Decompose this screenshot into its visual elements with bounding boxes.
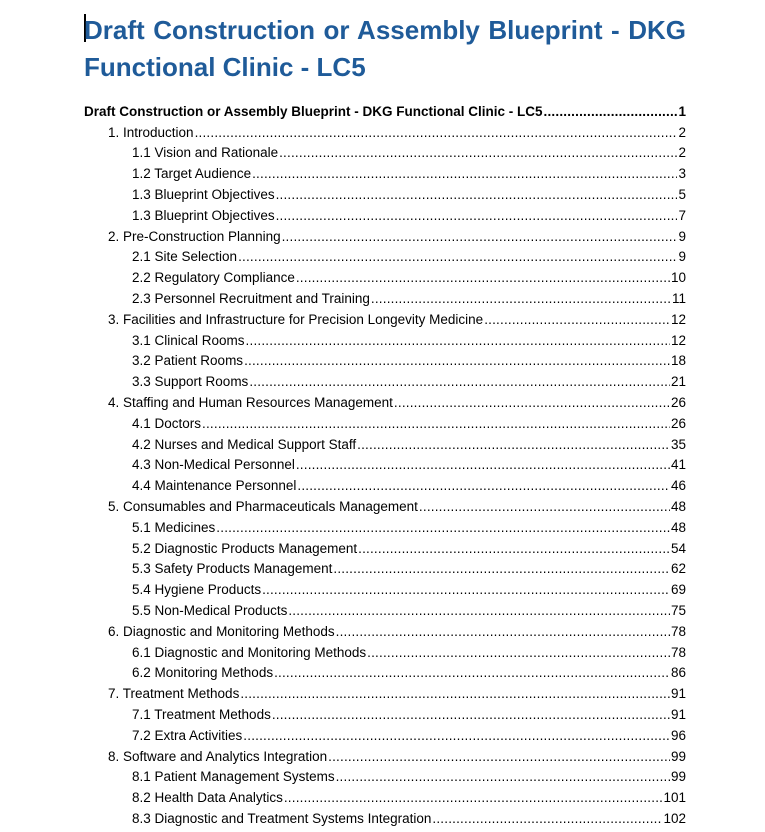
toc-entry-page-number[interactable]: 26 [670, 394, 686, 410]
toc-entry-page-number[interactable]: 54 [670, 540, 686, 556]
toc-entry-page-number[interactable]: 41 [670, 457, 686, 473]
toc-entry-label[interactable]: 2.3 Personnel Recruitment and Training [132, 290, 370, 306]
toc-entry[interactable] [84, 184, 686, 205]
toc-leader-dots [328, 747, 670, 767]
toc-entry-page-number[interactable]: 48 [670, 498, 686, 514]
toc-leader-dots [249, 372, 670, 392]
toc-entry-label[interactable]: 5.4 Hygiene Products [132, 582, 262, 598]
toc-leader-dots [262, 580, 670, 600]
toc-leader-dots [282, 227, 678, 247]
toc-leader-dots [544, 102, 678, 122]
toc-leader-dots [202, 414, 670, 434]
toc-leader-dots [244, 351, 670, 371]
toc-entry[interactable] [84, 455, 686, 476]
toc-leader-dots [484, 310, 670, 330]
toc-entry-page-number[interactable]: 3 [678, 166, 686, 182]
toc-entry-label[interactable]: 6.2 Monitoring Methods [132, 665, 274, 681]
toc-leader-dots [195, 123, 678, 143]
toc-entry[interactable] [84, 267, 686, 288]
toc-entry-page-number[interactable]: 26 [670, 415, 686, 431]
toc-leader-dots [274, 663, 670, 683]
toc-entry-label[interactable]: 7. Treatment Methods [108, 686, 240, 702]
toc-entry[interactable] [84, 122, 686, 143]
toc-entry[interactable] [84, 475, 686, 496]
toc-entry[interactable] [84, 392, 686, 413]
toc-entry[interactable] [84, 538, 686, 559]
toc-entry[interactable] [84, 725, 686, 746]
toc-entry-page-number[interactable]: 46 [670, 478, 686, 494]
toc-leader-dots [336, 622, 670, 642]
toc-entry-page-number[interactable]: 102 [663, 810, 686, 826]
toc-entry-page-number[interactable]: 10 [670, 270, 686, 286]
toc-entry[interactable] [84, 787, 686, 808]
toc-entry-page-number[interactable]: 101 [663, 790, 686, 806]
toc-entry[interactable] [84, 143, 686, 164]
toc-entry-page-number[interactable]: 78 [670, 623, 686, 639]
toc-entry-page-number[interactable]: 62 [670, 561, 686, 577]
toc-entry-page-number[interactable]: 21 [670, 374, 686, 390]
toc-leader-dots [216, 518, 670, 538]
toc-entry[interactable] [84, 247, 686, 268]
toc-leader-dots [333, 559, 670, 579]
toc-entry-label[interactable]: 8.3 Diagnostic and Treatment Systems Integration [132, 810, 432, 826]
toc-leader-dots [276, 185, 678, 205]
toc-entry-label[interactable]: 4.3 Non-Medical Personnel [132, 457, 295, 473]
toc-entry[interactable] [84, 226, 686, 247]
toc-entry-page-number[interactable]: 9 [678, 249, 686, 265]
toc-entry[interactable] [84, 496, 686, 517]
toc-entry[interactable] [84, 434, 686, 455]
toc-entry-page-number[interactable]: 7 [678, 207, 686, 223]
toc-entry-label[interactable]: 3.2 Patient Rooms [132, 353, 244, 369]
toc-entry[interactable] [84, 288, 686, 309]
toc-leader-dots [394, 393, 670, 413]
toc-entry[interactable] [84, 808, 686, 829]
toc-leader-dots [243, 726, 670, 746]
toc-leader-dots [240, 684, 670, 704]
toc-leader-dots [432, 809, 662, 829]
toc-leader-dots [297, 476, 670, 496]
toc-entry-label[interactable]: 5.1 Medicines [132, 519, 216, 535]
toc-leader-dots [367, 643, 670, 663]
toc-entry-label[interactable]: 2.1 Site Selection [132, 249, 238, 265]
toc-entry[interactable] [84, 642, 686, 663]
toc-entry-label[interactable]: 1.3 Blueprint Objectives [132, 186, 275, 202]
toc-entry-label[interactable]: 5.3 Safety Products Management [132, 561, 333, 577]
table-of-contents [84, 101, 686, 829]
toc-entry[interactable] [84, 746, 686, 767]
toc-entry-label[interactable]: 5. Consumables and Pharmaceuticals Management [108, 498, 418, 514]
toc-entry-label[interactable]: 6. Diagnostic and Monitoring Methods [108, 623, 335, 639]
toc-leader-dots [279, 143, 677, 163]
toc-entry-label[interactable]: 2. Pre-Construction Planning [108, 228, 281, 244]
toc-entry[interactable] [84, 205, 686, 226]
toc-entry-label[interactable]: 3.1 Clinical Rooms [132, 332, 245, 348]
toc-leader-dots [358, 539, 670, 559]
toc-entry-label[interactable]: 4.1 Doctors [132, 415, 202, 431]
toc-entry-page-number[interactable]: 5 [678, 186, 686, 202]
toc-entry-page-number[interactable]: 48 [670, 519, 686, 535]
toc-entry-page-number[interactable]: 9 [678, 228, 686, 244]
toc-entry-label[interactable]: 7.1 Treatment Methods [132, 706, 271, 722]
toc-entry-label[interactable]: 6.1 Diagnostic and Monitoring Methods [132, 644, 367, 660]
toc-leader-dots [371, 289, 671, 309]
toc-entry[interactable] [84, 101, 686, 122]
toc-entry-label[interactable]: 1.2 Target Audience [132, 166, 252, 182]
toc-entry[interactable] [84, 704, 686, 725]
toc-entry-label[interactable]: 3. Facilities and Infrastructure for Precision Longevity Medicine [108, 311, 484, 327]
toc-entry-page-number[interactable]: 96 [670, 727, 686, 743]
toc-entry-page-number[interactable]: 91 [670, 706, 686, 722]
toc-leader-dots [336, 767, 670, 787]
toc-entry[interactable] [84, 600, 686, 621]
toc-entry-page-number[interactable]: 99 [670, 748, 686, 764]
toc-entry[interactable] [84, 413, 686, 434]
toc-entry[interactable] [84, 621, 686, 642]
toc-leader-dots [419, 497, 670, 517]
toc-leader-dots [284, 788, 663, 808]
toc-leader-dots [246, 331, 670, 351]
toc-entry-page-number[interactable]: 18 [670, 353, 686, 369]
toc-entry-page-number[interactable]: 35 [670, 436, 686, 452]
toc-entry-label[interactable]: 4.4 Maintenance Personnel [132, 478, 297, 494]
toc-entry-label[interactable]: 8.1 Patient Management Systems [132, 769, 335, 785]
toc-entry-label[interactable]: 8.2 Health Data Analytics [132, 790, 283, 806]
toc-entry[interactable] [84, 351, 686, 372]
toc-entry-page-number[interactable]: 2 [678, 145, 686, 161]
toc-entry[interactable] [84, 579, 686, 600]
toc-entry[interactable] [84, 683, 686, 704]
toc-leader-dots [272, 705, 670, 725]
toc-entry[interactable] [84, 330, 686, 351]
toc-leader-dots [252, 164, 677, 184]
toc-leader-dots [296, 268, 670, 288]
toc-entry-label[interactable]: 2.2 Regulatory Compliance [132, 270, 295, 286]
toc-entry[interactable] [84, 517, 686, 538]
toc-entry[interactable] [84, 663, 686, 684]
document-title[interactable]: Draft Construction or Assembly Blueprint - DKG Functional Clinic - LC5 [84, 15, 686, 82]
toc-leader-dots [288, 601, 670, 621]
toc-entry-page-number[interactable]: 1 [678, 103, 686, 119]
toc-leader-dots [357, 435, 670, 455]
toc-entry-label[interactable]: 1.1 Vision and Rationale [132, 145, 279, 161]
toc-entry[interactable] [84, 163, 686, 184]
toc-entry[interactable] [84, 767, 686, 788]
toc-entry-label[interactable]: 4.2 Nurses and Medical Support Staff [132, 436, 357, 452]
toc-entry-label[interactable]: 5.5 Non-Medical Products [132, 602, 288, 618]
toc-entry-page-number[interactable]: 11 [671, 290, 686, 306]
toc-entry-page-number[interactable]: 86 [670, 665, 686, 681]
toc-entry-page-number[interactable]: 75 [670, 602, 686, 618]
toc-entry[interactable] [84, 559, 686, 580]
toc-entry-label[interactable]: 7.2 Extra Activities [132, 727, 243, 743]
toc-entry[interactable] [84, 371, 686, 392]
toc-entry-label[interactable]: 1.3 Blueprint Objectives [132, 207, 275, 223]
toc-entry-label[interactable]: 1. Introduction [108, 124, 194, 140]
toc-leader-dots [238, 247, 677, 267]
toc-entry-label[interactable]: Draft Construction or Assembly Blueprint - DKG Functional Clinic - LC5 [84, 103, 543, 119]
toc-entry-label[interactable]: 3.3 Support Rooms [132, 374, 249, 390]
toc-entry-page-number[interactable]: 99 [670, 769, 686, 785]
toc-entry-label[interactable]: 5.2 Diagnostic Products Management [132, 540, 358, 556]
toc-entry-page-number[interactable]: 78 [670, 644, 686, 660]
toc-leader-dots [296, 455, 670, 475]
toc-entry[interactable] [84, 309, 686, 330]
toc-leader-dots [276, 206, 678, 226]
toc-entry-page-number[interactable]: 69 [670, 582, 686, 598]
toc-entry-page-number[interactable]: 12 [670, 332, 686, 348]
toc-entry-label[interactable]: 8. Software and Analytics Integration [108, 748, 328, 764]
toc-entry-page-number[interactable]: 12 [670, 311, 686, 327]
toc-entry-label[interactable]: 4. Staffing and Human Resources Management [108, 394, 393, 410]
toc-entry-page-number[interactable]: 91 [670, 686, 686, 702]
toc-entry-page-number[interactable]: 2 [678, 124, 686, 140]
